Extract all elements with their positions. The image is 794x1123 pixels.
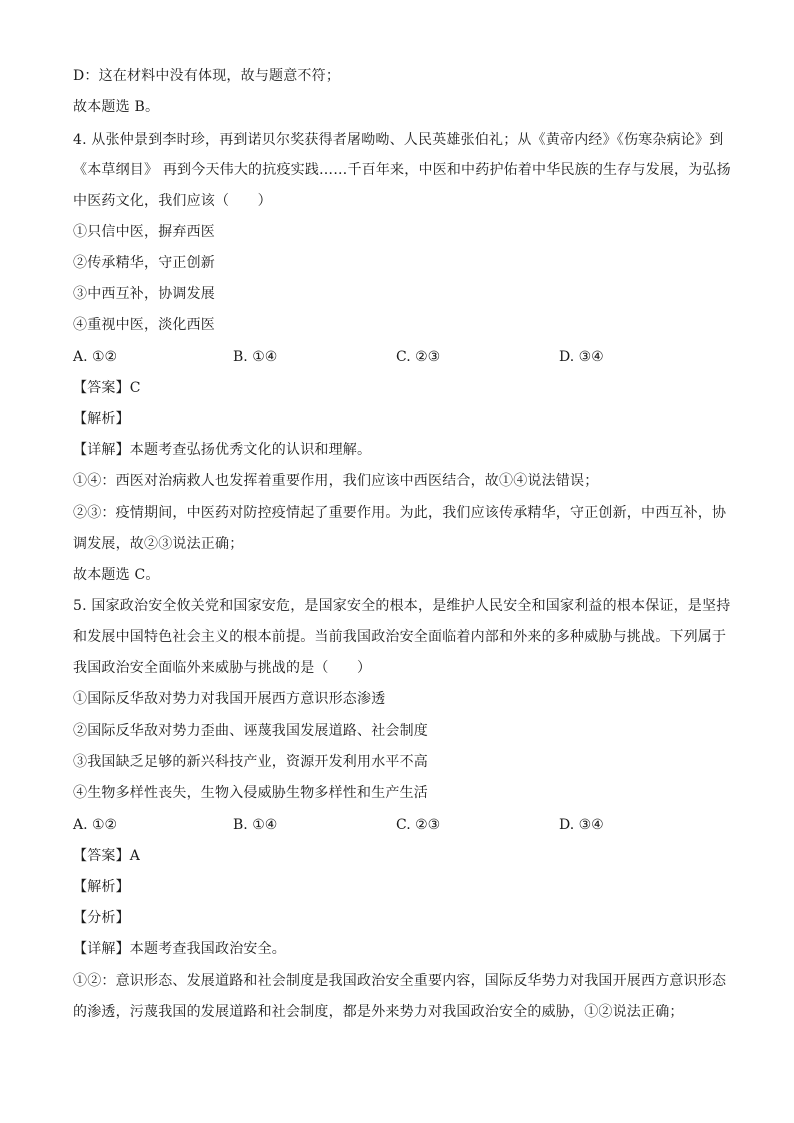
question-5-text: 5. 国家政治安全攸关党和国家安危，是国家安全的根本，是维护人民安全和国家利益的根本保证，是坚持 [73,598,731,614]
detail-text: 调发展，故②③说法正确； [73,536,244,552]
detail-text: ①②：意识形态、发展道路和社会制度是我国政治安全重要内容，国际反华势力对我国开展西方意识形态 [73,973,727,989]
option-b: B. ①④ [233,817,278,833]
option-a: A. ①② [73,817,118,833]
analysis-label: 【解析】 [73,879,130,895]
analysis-label: 【解析】 [73,411,130,427]
question-4-choice: ②传承精华，守正创新 [73,255,215,271]
question-5-choice: ④生物多样性丧失，生物入侵威胁生物多样性和生产生活 [73,785,428,801]
analysis-label: 【分析】 [73,910,130,926]
question-4-text: 4. 从张仲景到李时珍，再到诺贝尔奖获得者屠呦呦、人民英雄张伯礼；从《黄帝内经》《伤寒杂病论》到 [73,132,724,148]
question-5-text: 和发展中国特色社会主义的根本前提。当前我国政治安全面临着内部和外来的多种威胁与挑战。下列属于 [73,629,727,645]
question-4-choice: ①只信中医，摒弃西医 [73,224,215,240]
detail-text: 的渗透，污蔑我国的发展道路和社会制度，都是外来势力对我国政治安全的威胁，①②说法正确； [73,1004,684,1020]
text-line: D：这在材料中没有体现，故与题意不符； [73,68,341,84]
detail-text: 故本题选 C。 [73,567,160,583]
question-4-options [73,347,723,367]
text-line: 故本题选 B。 [73,99,160,115]
detail-text: ②③：疫情期间，中医药对防控疫情起了重要作用。为此，我们应该传承精华，守正创新，中西互补，协 [73,505,727,521]
detail-text: ①④：西医对治病救人也发挥着重要作用，我们应该中西医结合，故①④说法错误； [73,473,599,489]
detail-text: 【详解】本题考查我国政治安全。 [73,941,286,957]
question-4-text: 《本草纲目》 再到今天伟大的抗疫实践……千百年来，中医和中药护佑着中华民族的生存与发展，为弘扬 [73,162,731,178]
question-4-choice: ④重视中医，淡化西医 [73,317,215,333]
detail-text: 【详解】本题考查弘扬优秀文化的认识和理解。 [73,442,372,458]
question-5-text: 我国政治安全面临外来威胁与挑战的是（ ） [73,660,372,676]
question-5-options [73,815,723,835]
option-c: C. ②③ [396,817,441,833]
answer-label: 【答案】A [73,848,141,864]
option-c: C. ②③ [396,349,441,365]
option-a: A. ①② [73,349,118,365]
question-5-choice: ①国际反华敌对势力对我国开展西方意识形态渗透 [73,691,386,707]
question-5-choice: ③我国缺乏足够的新兴科技产业，资源开发利用水平不高 [73,754,428,770]
option-d: D. ③④ [559,349,604,365]
option-d: D. ③④ [559,817,604,833]
question-4-text: 中医药文化，我们应该（ ） [73,193,272,209]
option-b: B. ①④ [233,349,278,365]
answer-label: 【答案】C [73,380,141,396]
question-5-choice: ②国际反华敌对势力歪曲、诬蔑我国发展道路、社会制度 [73,723,428,739]
question-4-choice: ③中西互补，协调发展 [73,286,215,302]
